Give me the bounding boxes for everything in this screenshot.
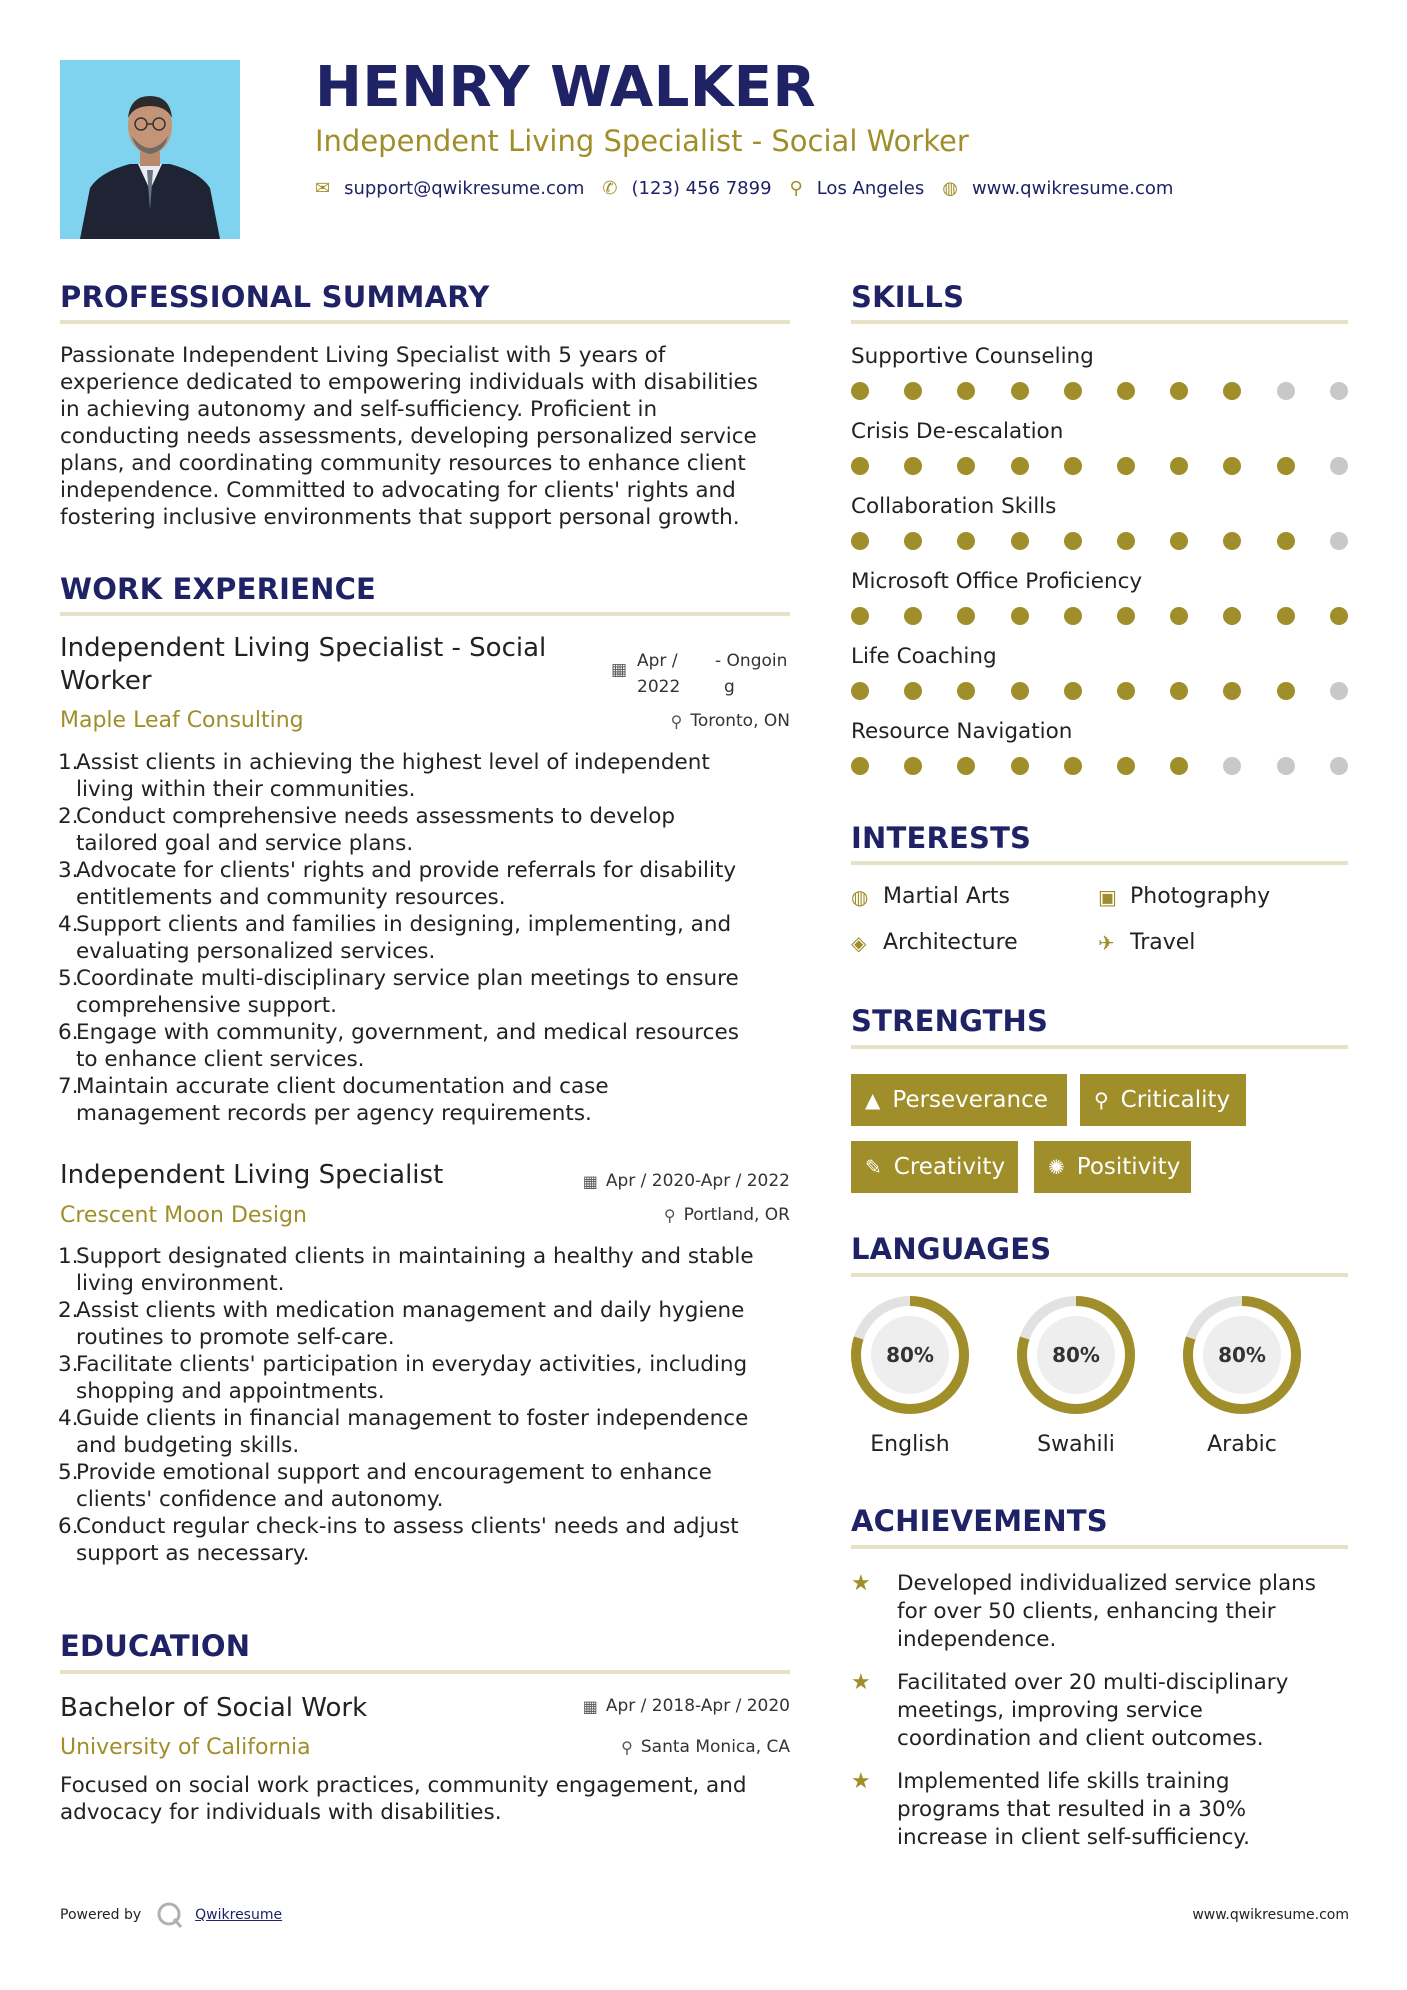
skill-dot [1011,532,1029,550]
skill-dot [1011,682,1029,700]
skill-dot [1223,757,1241,775]
bullet-number: 7. [58,1074,79,1099]
job-dates [583,1173,790,1190]
bullet-line: tailored goal and service plans. [76,831,414,856]
bullet-number: 5. [58,1460,79,1485]
list-item [58,1351,803,1405]
skill-rating [851,532,1383,550]
education-divider [60,1670,790,1674]
bullet-line: comprehensive support. [76,993,337,1018]
job-bullets [58,1243,803,1567]
list-item [58,1073,803,1127]
achievement-line: increase in client self-sufficiency. [897,1825,1250,1850]
job-bullets [58,749,803,1127]
list-item [58,965,803,1019]
skill-dot [1277,382,1295,400]
skill-dot [957,457,975,475]
bullet-line: management records per agency requirements. [76,1101,592,1126]
skill-dot [904,382,922,400]
interest-label: Photography [1130,884,1271,909]
interest-label: Martial Arts [883,884,1011,909]
candidate-name: HENRY WALKER [315,55,817,120]
skill-dot [1223,607,1241,625]
job-location [664,1207,790,1224]
skill-dot [851,532,869,550]
skill-dot [1117,532,1135,550]
mountain-icon: ▲ [865,1088,881,1112]
skill-dot [1064,457,1082,475]
job-location-text: Portland, OR [683,1205,790,1225]
achievement-item [851,1768,1351,1852]
skill-dot [1064,532,1082,550]
achievement-text [897,1669,1288,1753]
bullet-line: Conduct regular check-ins to assess clients' needs and adjust [76,1514,739,1539]
bullet-line: Support clients and families in designing, implementing, and [76,912,732,937]
bullet-line: routines to promote self-care. [76,1325,395,1350]
strength-label: Perseverance [892,1087,1048,1113]
achievement-line: independence. [897,1627,1057,1652]
summary-line: Passionate Independent Living Specialist with 5 years of [60,343,666,368]
skill-dot [957,607,975,625]
skill-dot [1170,532,1188,550]
search-icon: ⚲ [1094,1088,1109,1112]
achievement-item [851,1669,1351,1753]
list-item [58,1297,803,1351]
skill-dot [1330,532,1348,550]
tag-icon: ◈ [851,930,867,955]
bullet-number: 4. [58,912,79,937]
summary-line: independence. Committed to advocating for clients' rights and [60,478,736,503]
gauge-label: 80% [1218,1343,1266,1367]
brand-link[interactable]: Qwikresume [195,1907,283,1923]
company-name: Maple Leaf Consulting [60,708,304,733]
list-item [58,911,803,965]
job-title: Independent Living Specialist [60,1160,444,1190]
language-name: Swahili [1037,1432,1115,1457]
pin-icon: ⚲ [621,1737,633,1757]
skill-dot [904,457,922,475]
achievement-line: Facilitated over 20 multi-disciplinary [897,1670,1289,1695]
skill-rating [851,457,1383,475]
footer-powered-by [60,1900,282,1930]
bullet-line: clients' confidence and autonomy. [76,1487,444,1512]
education-line: advocacy for individuals with disabilities. [60,1800,502,1825]
candidate-title: Independent Living Specialist - Social Worker [315,124,969,158]
skill-dot [1011,457,1029,475]
bullet-number: 2. [58,1298,79,1323]
skill-dot [1170,382,1188,400]
bullet-line: living within their communities. [76,777,416,802]
interest-item [1098,930,1195,955]
skill-dot [1117,682,1135,700]
job-dates-text: Apr / 2020-Apr / 2022 [605,1171,790,1191]
star-icon: ★ [851,1571,871,1596]
skill-dot [1277,532,1295,550]
skill-dot [904,757,922,775]
pin-icon: ⚲ [663,1205,676,1225]
language-gauge [1015,1294,1137,1416]
language-name: English [870,1432,950,1457]
education-heading: EDUCATION [60,1629,251,1663]
summary-line: in achieving autonomy and self-sufficiency. Proficient in [60,397,658,422]
date-part: - Ongoin [715,651,788,671]
achievements-divider [851,1545,1348,1549]
skill-name: Crisis De-escalation [851,419,1064,444]
plane-icon: ✈ [1098,930,1115,955]
contact-bar [315,178,1191,199]
date-part: g [724,677,735,697]
interests-divider [851,861,1348,865]
bullet-line: Support designated clients in maintaining a healthy and stable [76,1244,754,1269]
skill-rating [851,682,1383,700]
company-name: Crescent Moon Design [60,1203,307,1228]
degree-title: Bachelor of Social Work [60,1693,368,1723]
strength-badge [851,1141,1018,1193]
job-end-date [715,648,787,700]
skill-name: Microsoft Office Proficiency [851,569,1143,594]
skill-dot [1117,607,1135,625]
education-location [621,1739,790,1756]
date-part: 2022 [637,677,681,697]
list-item [58,749,803,803]
achievement-text [897,1570,1316,1654]
job-title [60,632,600,698]
list-item [58,857,803,911]
skill-dot [957,682,975,700]
experience-heading: WORK EXPERIENCE [60,572,377,606]
strength-label: Positivity [1076,1154,1181,1180]
bullet-line: and budgeting skills. [76,1433,300,1458]
list-item [58,1513,803,1567]
skill-dot [851,607,869,625]
map-marker-icon: ⚲ [789,178,803,199]
bullet-line: Assist clients with medication management and daily hygiene [76,1298,745,1323]
bullet-line: shopping and appointments. [76,1379,385,1404]
languages-divider [851,1273,1348,1277]
bullet-number: 6. [58,1514,79,1539]
job-title-line: Independent Living Specialist - Social [60,633,547,663]
experience-divider [60,612,790,616]
strengths-heading: STRENGTHS [851,1004,1049,1038]
skills-heading: SKILLS [851,280,965,314]
skill-dot [1330,457,1348,475]
bullet-number: 2. [58,804,79,829]
strength-label: Creativity [893,1154,1006,1180]
skill-dot [1277,607,1295,625]
education-location-text: Santa Monica, CA [640,1737,790,1757]
summary-divider [60,320,790,324]
skill-dot [904,682,922,700]
skill-dot [1330,682,1348,700]
strengths-divider [851,1045,1348,1049]
skill-dot [1170,607,1188,625]
education-description [60,1772,800,1826]
skill-dot [1223,682,1241,700]
language-gauge [1181,1294,1303,1416]
skill-dot [1330,607,1348,625]
bullet-number: 5. [58,966,79,991]
contact-email[interactable]: support@qwikresume.com [344,178,585,199]
list-item [58,1405,803,1459]
skill-dot [1064,682,1082,700]
skill-name: Life Coaching [851,644,997,669]
interest-label: Architecture [883,930,1018,955]
skill-dot [957,382,975,400]
person-photo-illustration [60,60,240,239]
gauge-label: 80% [1052,1343,1100,1367]
globe-icon: ◍ [942,178,958,199]
job-start-date [637,648,680,700]
achievements-heading: ACHIEVEMENTS [851,1504,1108,1538]
summary-line: conducting needs assessments, developing personalized service [60,424,757,449]
language-gauge [849,1294,971,1416]
skill-dot [1117,382,1135,400]
achievement-line: meetings, improving service [897,1698,1203,1723]
powered-by-text: Powered by [60,1907,142,1923]
envelope-icon: ✉ [315,178,331,199]
education-dates-text: Apr / 2018-Apr / 2020 [605,1696,790,1716]
bullet-line: Assist clients in achieving the highest level of independent [76,750,710,775]
list-item [58,1459,803,1513]
skill-dot [1223,382,1241,400]
skill-dot [851,382,869,400]
bullet-line: Engage with community, government, and medical resources [76,1020,739,1045]
skill-dot [1330,757,1348,775]
summary-line: fostering inclusive environments that support personal growth. [60,505,740,530]
contact-location: Los Angeles [816,178,925,199]
bullet-number: 3. [58,858,79,883]
job-location [671,713,790,730]
summary-text [60,342,800,531]
summary-line: plans, and coordinating community resources to enhance client [60,451,746,476]
strength-label: Criticality [1120,1087,1231,1113]
bullet-line: living environment. [76,1271,285,1296]
achievement-line: coordination and client outcomes. [897,1726,1264,1751]
interest-item [851,884,1010,909]
skill-dot [1277,682,1295,700]
skill-dot [957,757,975,775]
footer-website[interactable]: www.qwikresume.com [1192,1907,1349,1923]
skill-name: Supportive Counseling [851,344,1094,369]
qwikresume-logo-icon [155,1900,185,1930]
pin-icon: ⚲ [670,711,683,731]
bullet-line: Conduct comprehensive needs assessments to develop [76,804,676,829]
bullet-line: Maintain accurate client documentation and case [76,1074,609,1099]
bullet-number: 4. [58,1406,79,1431]
skill-dot [1064,607,1082,625]
job-location-text: Toronto, ON [690,711,790,731]
skill-dot [1117,457,1135,475]
achievement-line: Implemented life skills training [897,1769,1230,1794]
contact-website[interactable]: www.qwikresume.com [971,178,1174,199]
skill-rating [851,607,1383,625]
skill-dot [1011,757,1029,775]
camera-icon: ▣ [1098,884,1117,909]
calendar-icon: ▦ [611,660,628,680]
gauge-label: 80% [886,1343,934,1367]
list-item [58,1019,803,1073]
interest-item [1098,884,1270,909]
skill-dot [1170,457,1188,475]
skill-dot [1170,682,1188,700]
skill-dot [1277,457,1295,475]
globe-icon: ◍ [851,884,869,909]
strength-badge [1034,1141,1191,1193]
bullet-line: to enhance client services. [76,1047,365,1072]
achievement-text [897,1768,1250,1852]
achievement-line: Developed individualized service plans [897,1571,1316,1596]
brush-icon: ✎ [865,1155,882,1179]
interest-label: Travel [1130,930,1196,955]
skill-dot [1330,382,1348,400]
bullet-line: Facilitate clients' participation in everyday activities, including [76,1352,748,1377]
bullet-line: support as necessary. [76,1541,310,1566]
skill-dot [1064,382,1082,400]
interest-item [851,930,1018,955]
bullet-line: entitlements and community resources. [76,885,506,910]
skill-name: Collaboration Skills [851,494,1057,519]
skill-dot [1277,757,1295,775]
skill-rating [851,382,1383,400]
skill-dot [904,532,922,550]
bullet-number: 6. [58,1020,79,1045]
bullet-line: Advocate for clients' rights and provide referrals for disability [76,858,737,883]
list-item [58,803,803,857]
sun-icon: ✺ [1048,1155,1065,1179]
skill-dot [851,757,869,775]
skill-dot [1223,532,1241,550]
bullet-number: 3. [58,1352,79,1377]
skill-dot [1117,757,1135,775]
skill-dot [1170,757,1188,775]
skill-rating [851,757,1383,775]
strength-badge [851,1074,1067,1126]
language-name: Arabic [1207,1432,1277,1457]
job-title-line: Worker [60,666,152,696]
skill-name: Resource Navigation [851,719,1073,744]
interests-heading: INTERESTS [851,821,1032,855]
date-part: Apr / [637,651,678,671]
strength-badge [1080,1074,1246,1126]
bullet-line: evaluating personalized services. [76,939,436,964]
profile-photo [60,60,240,239]
phone-icon: ✆ [602,178,618,199]
bullet-line: Guide clients in financial management to foster independence [76,1406,749,1431]
star-icon: ★ [851,1769,871,1794]
school-name: University of California [60,1735,311,1760]
bullet-number: 1. [58,1244,79,1269]
skill-dot [1064,757,1082,775]
education-line: Focused on social work practices, community engagement, and [60,1773,747,1798]
skill-dot [1223,457,1241,475]
bullet-line: Provide emotional support and encouragement to enhance [76,1460,712,1485]
calendar-icon: ▦ [582,1696,598,1716]
education-dates [583,1698,790,1715]
contact-phone[interactable]: (123) 456 7899 [631,178,772,199]
bullet-number: 1. [58,750,79,775]
achievement-item [851,1570,1351,1654]
languages-heading: LANGUAGES [851,1232,1052,1266]
skill-dot [1011,382,1029,400]
skill-dot [1011,607,1029,625]
summary-heading: PROFESSIONAL SUMMARY [60,280,490,314]
skills-divider [851,320,1348,324]
star-icon: ★ [851,1670,871,1695]
achievement-line: programs that resulted in a 30% [897,1797,1247,1822]
skill-dot [957,532,975,550]
list-item [58,1243,803,1297]
bullet-line: Coordinate multi-disciplinary service plan meetings to ensure [76,966,739,991]
achievement-line: for over 50 clients, enhancing their [897,1599,1276,1624]
skill-dot [851,457,869,475]
calendar-icon: ▦ [582,1171,598,1191]
skill-dot [904,607,922,625]
skill-dot [851,682,869,700]
summary-line: experience dedicated to empowering individuals with disabilities [60,370,758,395]
